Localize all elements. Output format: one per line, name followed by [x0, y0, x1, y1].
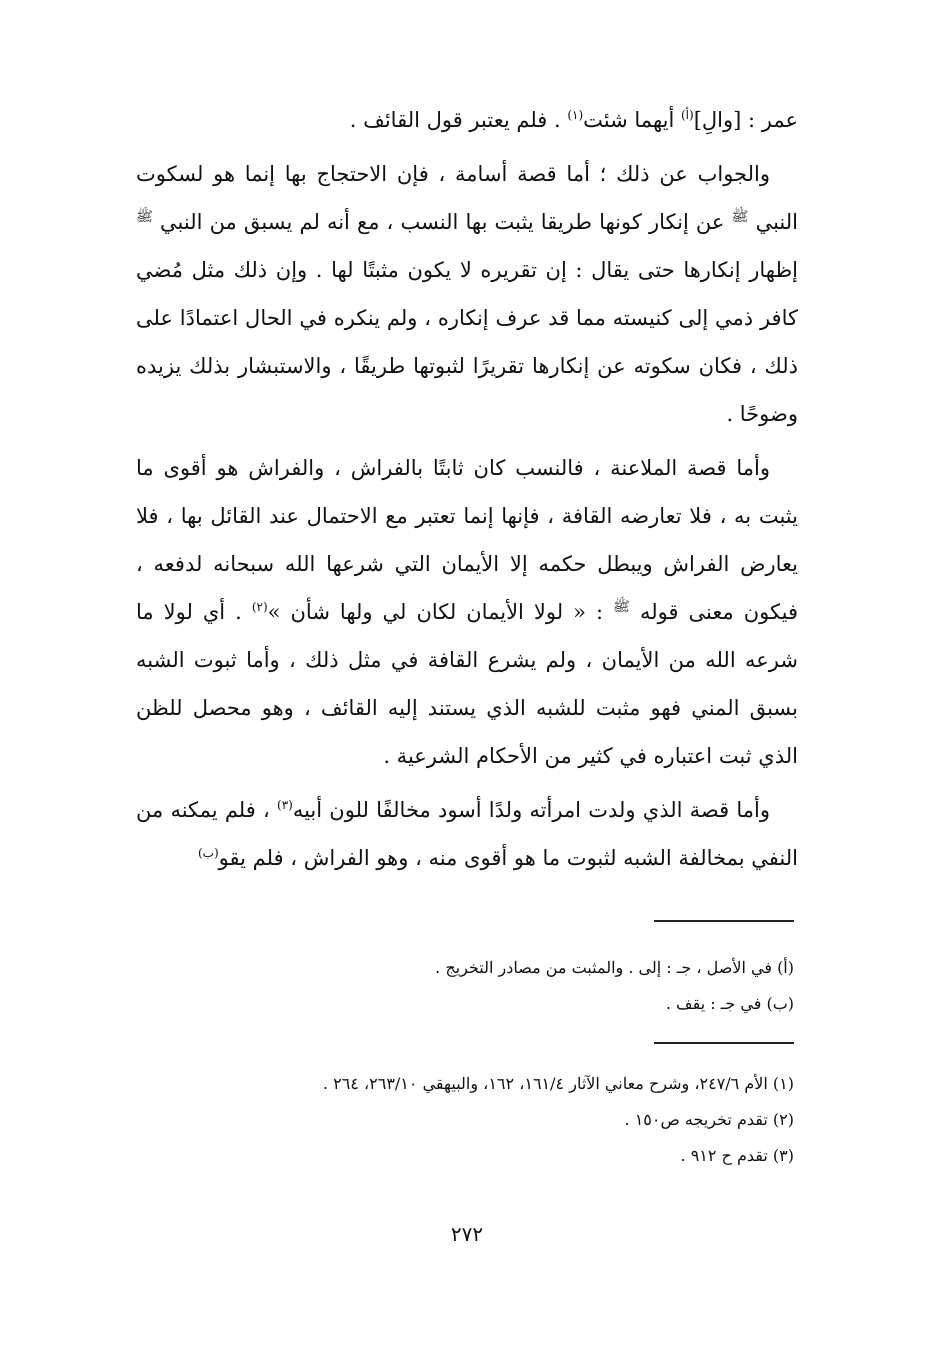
apparatus-notes: [136, 950, 794, 1022]
footnotes-divider: [654, 1042, 794, 1044]
apparatus-divider: [654, 920, 794, 922]
salawat-glyph: ﷺ: [731, 209, 749, 225]
paragraph-mulaana: [136, 444, 798, 780]
main-text: [136, 96, 798, 888]
text-run: إظهار إنكارها حتى يقال : إن تقريره لا يكون مثبتًا لها . وإن ذلك مثل مُضي كافر ذمي إلى كنيسته مما قد عرف إنكاره ، ولم ينكره في الحال اعتمادًا على ذلك ، فكان سكوته عن إنكارها تقريرًا لثبوتها طريقًا ، والاستبشار بذلك يزيده وضوحًا .: [136, 258, 798, 426]
text-run: وأما قصة الذي ولدت امرأته ولدًا أسود مخالفًا للون أبيه: [292, 798, 771, 822]
text-run: عمر : [والِ]: [693, 108, 798, 132]
footnotes: [136, 1066, 794, 1174]
footnote: (١) الأم ٢٤٧/٦، وشرح معاني الآثار ١٦١/٤، ١٦٢، والبيهقي ٢٦٣/١٠، ٢٦٤ .: [322, 1074, 794, 1093]
footnote-ref-1[interactable]: (١): [567, 108, 584, 122]
text-run: والجواب عن ذلك ؛ أما قصة أسامة ، فإن الاحتجاج بها إنما هو لسكوت النبي: [136, 162, 798, 234]
text-run: ، فلم يمكنه من النفي بمخالفة الشبه لثبوت ما هو أقوى منه ، وهو الفراش ، فلم يقو: [136, 798, 798, 870]
text-run: : « لولا الأيمان لكان لي ولها شأن »: [267, 600, 614, 624]
apparatus-note: (أ) في الأصل ، جـ : إلى . والمثبت من مصادر التخريج .: [435, 958, 794, 977]
footnote-ref-2[interactable]: (٢): [251, 600, 268, 614]
text-run: عن إنكار كونها طريقا يثبت بها النسب ، مع أنه لم يسبق من النبي: [152, 210, 732, 234]
apparatus-note: (ب) في جـ : يقف .: [665, 994, 794, 1013]
text-run: . أي لولا ما شرعه الله من الأيمان ، ولم يشرع القافة في مثل ذلك ، وأما ثبوت الشبه بسبق المني فهو مثبت للشبه الذي يستند إليه القائف ، وهو محصل للظن الذي ثبت اعتباره في كثير من الأحكام الشرعية .: [136, 600, 798, 768]
paragraph-black-child: [136, 786, 798, 882]
opening-line: [136, 96, 798, 144]
text-run: . فلم يعتبر قول القائف .: [349, 108, 568, 132]
salawat-glyph: ﷺ: [613, 599, 630, 615]
text-run: أيهما شئت: [583, 108, 681, 132]
paragraph-usama: [136, 150, 798, 438]
apparatus-ref-a[interactable]: (أ): [680, 108, 694, 122]
text-run: وأما قصة الملاعنة ، فالنسب كان ثابتًا بالفراش ، والفراش هو أقوى ما يثبت به ، فلا تعارضه القافة ، فإنها إنما تعتبر مع الاحتمال عند القائل بها ، فلا يعارض الفراش ويبطل حكمه إلا الأيمان التي شرعها الله سبحانه لدفعه ، فيكون معنى قوله: [136, 456, 798, 624]
footnote: (٢) تقدم تخريجه ص١٥٠ .: [624, 1110, 794, 1129]
footnote: (٣) تقدم ح ٩١٢ .: [680, 1146, 794, 1165]
apparatus-ref-b[interactable]: (ب): [197, 846, 219, 860]
footnote-ref-3[interactable]: (٣): [277, 798, 293, 812]
page-number: ٢٧٢: [450, 1222, 484, 1246]
salawat-glyph: ﷺ: [136, 209, 153, 225]
